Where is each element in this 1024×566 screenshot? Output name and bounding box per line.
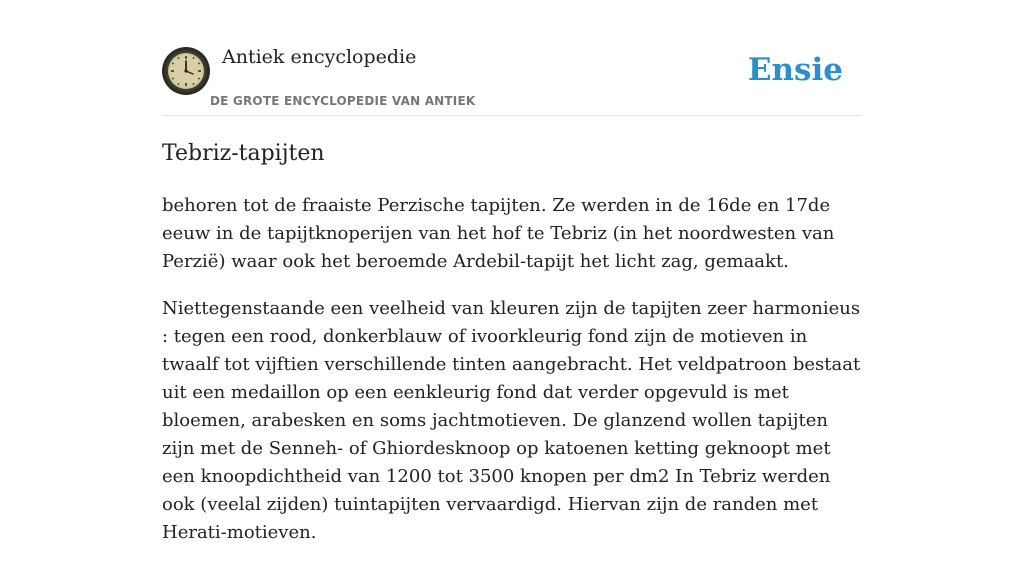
article-title: Tebriz-tapijten	[162, 141, 325, 166]
article-paragraph: Niettegenstaande een veelheid van kleuren zijn de tapijten zeer harmonieus : tegen een rood, donkerblauw of ivoorkleurig fond zijn de motieven in twaalf tot vijftien verschillende tinten aangebracht. Het veldpatroon bestaat uit een medaillon op een eenkleurig fond dat verder opgevuld is met bloemen, arabesken en soms jachtmotieven. De glanzend wollen tapijten zijn met de Senneh- of Ghiordesknoop op katoenen ketting geknoopt met een knoopdichtheid van 1200 tot 3500 knopen per dm2 In Tebriz werden ook (veelal zijden) tuintapijten vervaardigd. Hiervan zijn de randen met Herati-motieven.	[162, 298, 861, 543]
antique-clock-icon[interactable]	[162, 47, 210, 95]
ensie-brand-link[interactable]: Ensie	[747, 52, 843, 88]
site-title[interactable]: Antiek encyclopedie	[222, 46, 417, 68]
article-body	[162, 192, 862, 566]
content-container	[162, 0, 862, 543]
article-paragraph: behoren tot de fraaiste Perzische tapijten. Ze werden in de 16de en 17de eeuw in de tapijtknoperijen van het hof te Tebriz (in het noordwesten van Perzië) waar ook het beroemde Ardebil-tapijt het licht zag, gemaakt.	[162, 195, 835, 272]
site-header	[162, 0, 862, 116]
site-subtitle: DE GROTE ENCYCLOPEDIE VAN ANTIEK	[210, 94, 476, 108]
